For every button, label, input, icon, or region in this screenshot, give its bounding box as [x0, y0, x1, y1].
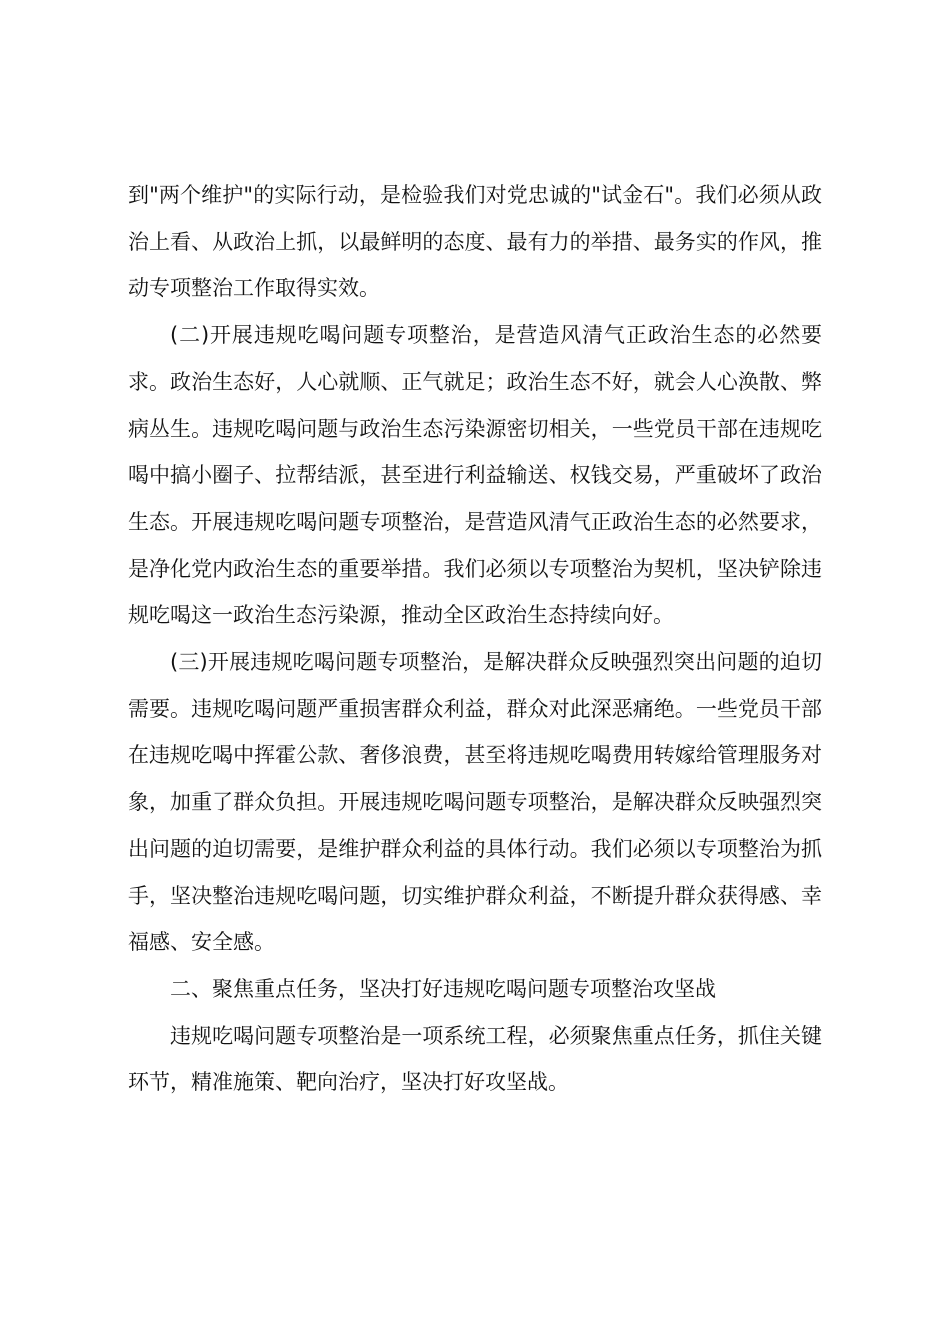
paragraph-section-intro: 违规吃喝问题专项整治是一项系统工程，必须聚焦重点任务，抓住关键环节，精准施策、靶向治疗，坚决打好攻坚战。: [128, 1023, 822, 1095]
paragraph-point-three: (三)开展违规吃喝问题专项整治，是解决群众反映强烈突出问题的迫切需要。违规吃喝问题严重损害群众利益，群众对此深恶痛绝。一些党员干部在违规吃喝中挥霍公款、奢侈浪费，甚至将违规吃喝费用转嫁给管理服务对象，加重了群众负担。开展违规吃喝问题专项整治，是解决群众反映强烈突出问题的迫切需要，是维护群众利益的具体行动。我们必须以专项整治为抓手，坚决整治违规吃喝问题，切实维护群众利益，不断提升群众获得感、幸福感、安全感。: [128, 650, 822, 955]
paragraph-continuation: 到"两个维护"的实际行动，是检验我们对党忠诚的"试金石"。我们必须从政治上看、从政治上抓，以最鲜明的态度、最有力的举措、最务实的作风，推动专项整治工作取得实效。: [128, 183, 822, 301]
section-heading-two: 二、聚焦重点任务，坚决打好违规吃喝问题专项整治攻坚战: [170, 976, 716, 1001]
paragraph-point-two: (二)开展违规吃喝问题专项整治，是营造风清气正政治生态的必然要求。政治生态好，人心就顺、正气就足；政治生态不好，就会人心涣散、弊病丛生。违规吃喝问题与政治生态污染源密切相关，一些党员干部在违规吃喝中搞小圈子、拉帮结派，甚至进行利益输送、权钱交易，严重破坏了政治生态。开展违规吃喝问题专项整治，是营造风清气正政治生态的必然要求，是净化党内政治生态的重要举措。我们必须以专项整治为契机，坚决铲除违规吃喝这一政治生态污染源，推动全区政治生态持续向好。: [128, 323, 822, 628]
document-body: [128, 172, 822, 1106]
